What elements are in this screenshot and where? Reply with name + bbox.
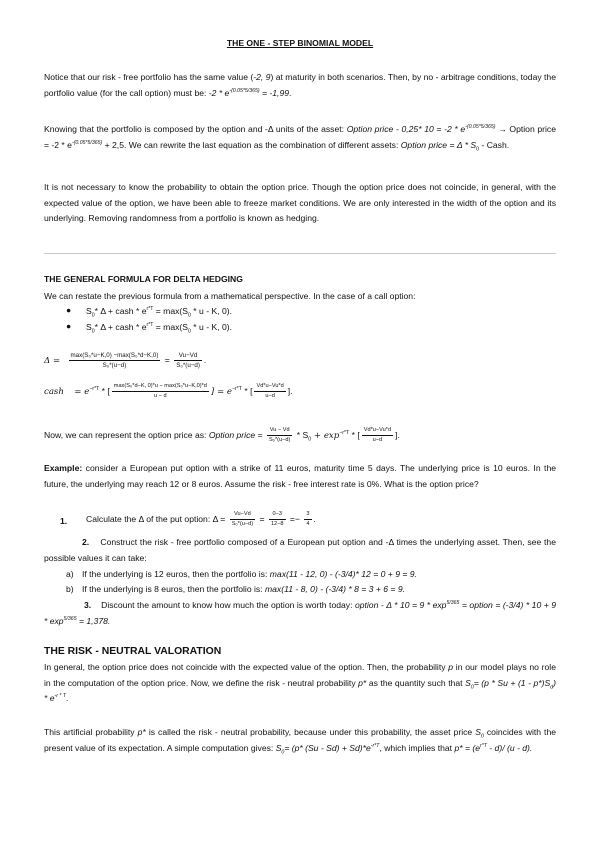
math-sup: 5/365 (446, 600, 460, 607)
text: If the underlying is 8 euros, then the portfolio is: (82, 584, 265, 594)
text: , which implies that (379, 742, 455, 753)
math-text: = (164, 354, 170, 365)
paragraph-portfolio-value (44, 70, 556, 101)
text: Calculate the Δ of the put option: Δ = (86, 513, 226, 524)
fraction (254, 382, 285, 401)
math-text: = (p* (Su - Sd) + Sd)*e (284, 742, 371, 753)
math-sup: -r * T (54, 693, 67, 700)
fraction (304, 510, 311, 529)
option-price-formula (44, 426, 400, 445)
fraction (362, 426, 393, 445)
text: -2, 9 (253, 72, 271, 82)
text: ) at maturity in both scenarios. Then, by no - arbitrage conditions, today the portfolio value (for the call option) must be: (44, 72, 556, 98)
math-text: S (475, 727, 481, 737)
math-sub: 0 (188, 328, 191, 335)
sub-step-b (82, 584, 405, 594)
math-sub: 0 (91, 312, 95, 319)
math-text: S (275, 742, 282, 753)
text: If the underlying is 12 euros, then the portfolio is: (82, 569, 270, 579)
bullet-dot: ● (66, 305, 72, 315)
math-sup: -r*T (370, 742, 380, 749)
math-sup: −r*T (232, 385, 242, 392)
text: Notice that our risk - free portfolio has the same value ( (44, 72, 254, 82)
numerator: 3 (304, 510, 311, 520)
step-number: 3. (84, 600, 92, 610)
sub-step-label: a) (66, 569, 74, 579)
math-text: p (448, 662, 454, 672)
math-sup: -(0.05*5/365) (229, 87, 260, 94)
paragraph-hedging: It is not necessary to know the probability to obtain the option price. Though the option price does not coincide, in general, with the expected value of the option, we have been able to freeze market conditions. We are only interested in the width of the option and its underlying. Removing randomness from a portfolio is known as hedging. (44, 182, 556, 224)
math-sup: -(0.05*5/365) (71, 139, 103, 146)
math-text: * S (294, 429, 309, 440)
bullet-item (86, 322, 232, 335)
numerator: Vd*u−Vu*d (362, 426, 393, 436)
text: coincides with the present value of its expectation. A simple computation gives: (44, 727, 557, 753)
math-text: max(11 - 8, 0) - (-3/4) * 8 = 3 + 6 = 9. (264, 584, 405, 594)
text: is called the risk - neutral probability, because under this probability, the asset price (145, 727, 476, 737)
text: Construct the risk - free portfolio composed of a European put option and -Δ times the underlying asset. Then, see the possible values it can take: (44, 537, 556, 563)
math-text: = 1,378. (76, 615, 111, 626)
sub-step-a (82, 569, 417, 579)
math-text: = e (74, 386, 90, 397)
cash-equation (44, 382, 293, 401)
text: Now, we can represent the option price as: (44, 429, 209, 440)
text: * u - K, 0). (190, 306, 232, 316)
math-sub: 0 (91, 328, 95, 335)
math-sub: 0 (476, 146, 480, 153)
fraction (174, 351, 202, 370)
math-sup: −r*T (339, 429, 350, 436)
text: in our model plays no role in the computation of the option price. Now, we define the risk - neutral probability (44, 662, 556, 688)
math-text: max(11 - 12, 0) - (-3/4)* 12 = 0 + 9 = 9. (269, 569, 417, 579)
step-1 (86, 510, 316, 529)
text: S (86, 322, 92, 332)
fraction (267, 426, 292, 445)
text: Knowing that the portfolio is composed by the option and -Δ units of the asset: (44, 124, 347, 134)
text: = max(S (153, 306, 189, 316)
text: → Option price = -2 * e (44, 124, 557, 150)
numerator: Vu−Vd (174, 351, 202, 361)
divider (44, 253, 556, 254)
math-sup: r*T (146, 306, 154, 313)
math-text: -2 * e (208, 87, 230, 98)
denominator: S₀*(u−d) (176, 362, 200, 369)
math-sup: r*T (480, 742, 487, 749)
numerator: max(S₀*u−K,0) −max(S₀*d−K,0) (70, 352, 159, 359)
math-text: Option price = Δ * S (400, 139, 477, 150)
math-text: S (465, 677, 471, 688)
text: + 2,5. We can rewrite the last equation as the combination of different assets: (102, 139, 401, 150)
math-sub: 0 (308, 436, 312, 443)
math-sup: r*T (146, 322, 154, 329)
text: This artificial probability (44, 727, 138, 737)
text: * Δ + cash * e (94, 322, 147, 332)
example-label: Example: (44, 463, 83, 473)
text: In general, the option price does not coincide with the expected value of the option. Then, the probability (44, 662, 449, 672)
math-text: * [ (241, 385, 253, 396)
math-text: p* (137, 727, 146, 737)
denominator: u−d (265, 393, 275, 399)
math-text: = -1,99 (259, 87, 290, 98)
sub-step-label: b) (66, 584, 74, 594)
paragraph-risk-neutral-definition (44, 660, 556, 707)
text: Discount the amount to know how much the option is worth today: (101, 600, 355, 610)
math-text: option - Δ * 10 = 9 * exp (354, 600, 447, 610)
fraction (112, 382, 209, 401)
math-text: =− (287, 513, 300, 524)
math-text: Option price = (208, 429, 263, 440)
math-text: p* = (e (454, 742, 480, 753)
text: . (66, 693, 69, 704)
math-text: + exp (311, 430, 340, 441)
math-text: * [ (349, 429, 360, 440)
text: consider a European put option with a strike of 11 euros, maturity time 5 days. The underlying price is 10 euros. In the future, the underlying may reach 12 or 8 euros. Assume the risk - free interest rate is 0%. What is the option price? (44, 463, 556, 489)
fraction (230, 510, 255, 529)
math-text: Δ = (44, 355, 61, 366)
delta-equation (44, 351, 206, 370)
paragraph-option-price (44, 122, 556, 153)
numerator: 0−3 (269, 510, 286, 520)
paragraph-artificial-probability (44, 725, 556, 756)
math-text: cash (44, 386, 64, 397)
math-text: = (p * Su + (1 - p*)S (473, 677, 551, 688)
math-sup: 5/365 (63, 615, 77, 622)
text: as the quantity such that (366, 677, 466, 688)
denominator: S₀*(u−d) (268, 437, 291, 443)
text: = max(S (153, 322, 189, 332)
step-number: 2. (82, 537, 90, 547)
section-heading-delta-hedging: THE GENERAL FORMULA FOR DELTA HEDGING (44, 274, 243, 284)
step-2 (44, 535, 556, 566)
step-number: 1. (60, 516, 68, 526)
denominator: S₀*(u−d) (231, 521, 254, 527)
fraction (269, 510, 286, 529)
section-heading-risk-neutral: THE RISK - NEUTRAL VALORATION (44, 646, 222, 657)
math-text: - d)/ (u - d). (486, 742, 533, 753)
math-text: p* (358, 677, 367, 688)
math-sup: -(0.05*5/365) (465, 124, 496, 131)
math-text: ) * e (44, 677, 557, 704)
bullet-item (86, 306, 232, 319)
text: * u - K, 0). (190, 322, 232, 332)
math-sub: d (550, 684, 554, 691)
math-text: ] = e (210, 386, 232, 397)
text: . (289, 87, 292, 98)
fraction (69, 351, 161, 370)
page-title: THE ONE - STEP BINOMIAL MODEL (226, 38, 374, 48)
math-text: ]. (395, 429, 400, 440)
numerator: max(S₀*d−K, 0)*u − max(S₀*u−K,0)*d (112, 382, 209, 392)
math-text: Option price - 0,25* 10 = -2 * e (346, 124, 466, 134)
text: * Δ + cash * e (94, 306, 147, 316)
numerator: Vd*u−Vu*d (254, 382, 285, 392)
text: - Cash. (479, 139, 510, 150)
denominator: 4 (306, 521, 310, 527)
math-text: * [ (99, 385, 110, 396)
math-sub: 0 (470, 684, 474, 691)
math-text: . (203, 354, 207, 365)
denominator: u−d (372, 437, 383, 443)
step-3 (44, 598, 556, 629)
denominator: u − d (154, 393, 167, 399)
math-sub: 0 (188, 312, 191, 319)
denominator: 12−8 (270, 521, 284, 527)
math-text: = (257, 513, 265, 524)
math-text: = option = (-3/4) * 10 + 9 * exp (44, 600, 556, 626)
example-paragraph (44, 461, 556, 492)
math-text: ]. (287, 385, 293, 396)
numerator: Vu − Vd (267, 426, 292, 436)
math-sub: 0 (480, 733, 484, 740)
text: S (86, 306, 92, 316)
numerator: Vu−Vd (230, 510, 255, 520)
bullet-dot: ● (66, 321, 72, 331)
paragraph-restate: We can restate the previous formula from a mathematical perspective. In the case of a call option: (44, 291, 416, 301)
denominator: S₀*(u−d) (102, 362, 127, 369)
math-sup: −r*T (89, 385, 100, 392)
math-text: . (313, 513, 316, 524)
math-sub: 0 (281, 749, 285, 756)
